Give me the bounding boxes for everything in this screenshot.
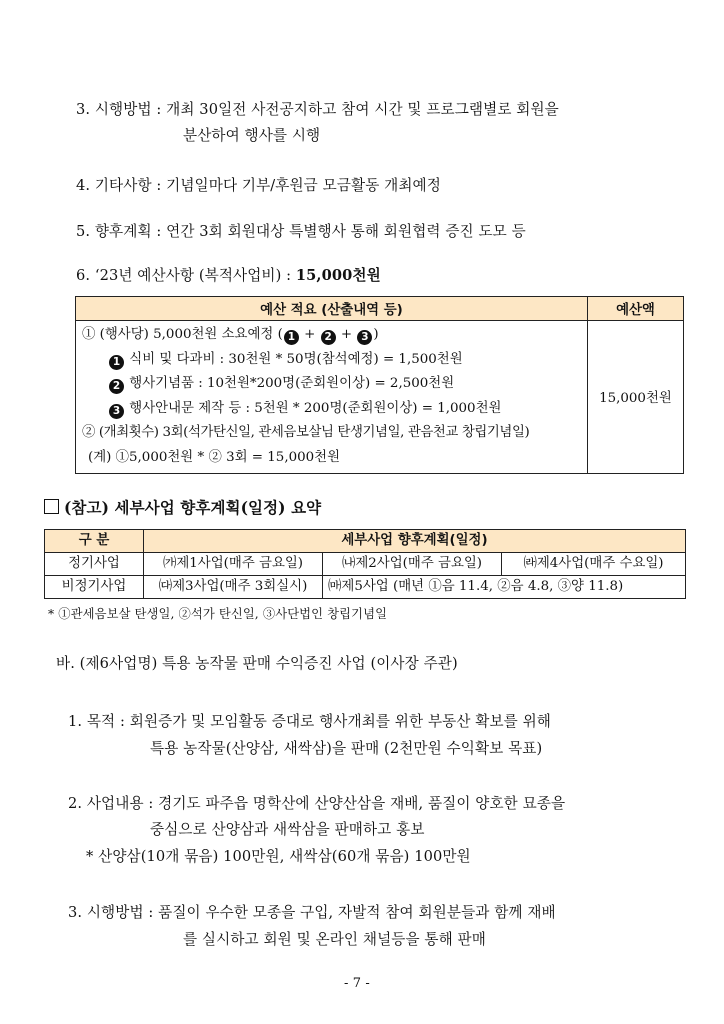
item5: 5. 향후계획 : 연간 3회 회원대상 특별행사 통해 회원협력 증진 도모 등 bbox=[76, 223, 526, 240]
ref-footnote: * ①관세음보살 탄생일, ②석가 탄신일, ③사단법인 창립기념일 bbox=[48, 607, 388, 621]
page-number: - 7 - bbox=[344, 976, 370, 991]
budget-line1-prefix: ① (행사당) 5,000천원 소요예정 ( bbox=[82, 327, 283, 342]
sched-row2-label: 비정기사업 bbox=[45, 576, 144, 599]
ba-item3-line2: 를 실시하고 회원 및 온라인 채널등을 통해 판매 bbox=[183, 931, 486, 948]
budget-line-5: ② (개최횟수) 3회(석가탄신일, 관세음보살님 탄생기념일, 관음천교 창립기념일) bbox=[82, 425, 530, 441]
sched-row2-c2: ㈒제5사업 (매년 ①음 11.4, ②음 4.8, ③양 11.8) bbox=[323, 576, 686, 599]
ref-title-text: (참고) 세부사업 향후계획(일정) 요약 bbox=[64, 498, 322, 517]
budget-line-6: (계) ①5,000천원 * ② 3회 = 15,000천원 bbox=[88, 449, 341, 465]
budget-line1-suffix: ) bbox=[373, 327, 379, 342]
item3-label: 3. 시행방법 : bbox=[76, 101, 162, 118]
ba-item3-line1: 3. 시행방법 : 품질이 우수한 모종을 구입, 자발적 참여 회원분들과 함께 재배 bbox=[68, 904, 556, 921]
budget-line3-text: 행사기념품 : 10천원*200명(준회원이상) = 2,500천원 bbox=[129, 376, 455, 392]
item6-prefix: 6. ‘23년 예산사항 (복적사업비) : bbox=[76, 267, 296, 284]
bullet-3-icon: 3 bbox=[109, 404, 124, 419]
budget-line-3 bbox=[82, 372, 583, 397]
budget-amount: 15,000천원 bbox=[587, 321, 683, 474]
plus-sign: + bbox=[304, 327, 316, 342]
bullet-2-icon: 2 bbox=[109, 379, 124, 394]
bullet-1-icon: 1 bbox=[109, 355, 124, 370]
item6-amount: 15,000천원 bbox=[295, 267, 381, 284]
section-ba-title: 바. (제6사업명) 특용 농작물 판매 수익증진 사업 (이사장 주관) bbox=[56, 655, 458, 672]
budget-table bbox=[75, 296, 684, 474]
budget-line2-text: 식비 및 다과비 : 30천원 * 50명(참석예정) = 1,500천원 bbox=[129, 351, 463, 367]
ba-item2-line1: 2. 사업내용 : 경기도 파주읍 명학산에 산양산삼을 재배, 품질이 양호한 묘종을 bbox=[68, 795, 566, 812]
checkbox-icon bbox=[44, 499, 59, 514]
sched-row1-c2: ㈏제2사업(매주 금요일) bbox=[323, 553, 502, 576]
bullet-2-icon: 2 bbox=[321, 330, 336, 345]
sched-row1-label: 정기사업 bbox=[45, 553, 144, 576]
ba-item2-note: * 산양삼(10개 묶음) 100만원, 새싹삼(60개 묶음) 100만원 bbox=[86, 848, 471, 865]
item4: 4. 기타사항 : 기념일마다 기부/후원금 모금활동 개최예정 bbox=[76, 177, 441, 194]
sched-row2-c1: ㈐제3사업(매주 3회실시) bbox=[144, 576, 323, 599]
budget-line4-text: 행사안내문 제작 등 : 5천원 * 200명(준회원이상) = 1,000천원 bbox=[129, 400, 502, 416]
item3-line1 bbox=[76, 100, 559, 120]
ba-item1-line1: 1. 목적 : 회원증가 및 모임활동 증대로 행사개최를 위한 부동산 확보를 위해 bbox=[68, 713, 552, 730]
ref-title bbox=[44, 498, 321, 518]
sched-row1-c3: ㈑제4사업(매주 수요일) bbox=[502, 553, 686, 576]
budget-header-amount: 예산액 bbox=[587, 297, 683, 321]
sched-row1-c1: ㈎제1사업(매주 금요일) bbox=[144, 553, 323, 576]
budget-line-4 bbox=[82, 397, 583, 422]
budget-line-2 bbox=[82, 348, 583, 373]
bullet-3-icon: 3 bbox=[357, 330, 372, 345]
budget-line-1 bbox=[82, 323, 583, 348]
bullet-1-icon: 1 bbox=[284, 330, 299, 345]
budget-header-items: 예산 적요 (산출내역 등) bbox=[76, 297, 588, 321]
sched-header-plan: 세부사업 향후계획(일정) bbox=[144, 530, 686, 553]
schedule-table bbox=[44, 529, 686, 599]
ba-item2-line2: 중심으로 산양삼과 새싹삼을 판매하고 홍보 bbox=[150, 821, 425, 838]
item6 bbox=[76, 266, 381, 286]
item3-text: 개최 30일전 사전공지하고 참여 시간 및 프로그램별로 회원을 bbox=[166, 101, 559, 118]
plus-sign: + bbox=[340, 327, 353, 342]
item3-line2: 분산하여 행사를 시행 bbox=[183, 127, 321, 144]
budget-items-cell bbox=[76, 321, 588, 474]
sched-header-category: 구 분 bbox=[45, 530, 144, 553]
ba-item1-line2: 특용 농작물(산양삼, 새싹삼)을 판매 (2천만원 수익확보 목표) bbox=[150, 740, 543, 757]
